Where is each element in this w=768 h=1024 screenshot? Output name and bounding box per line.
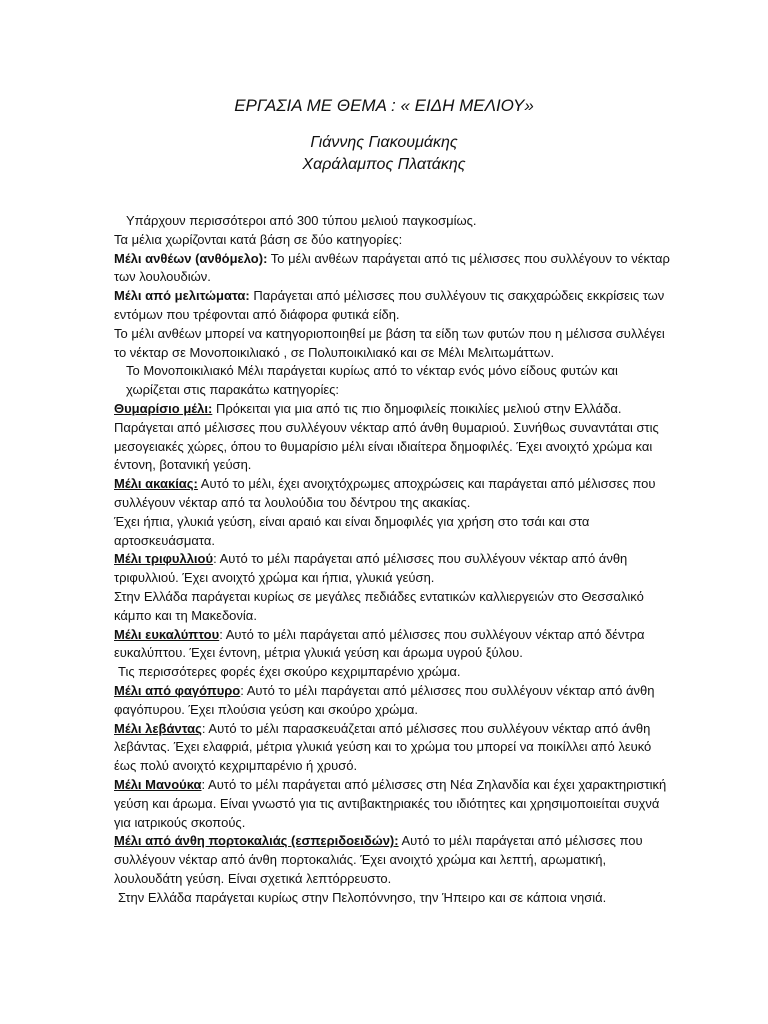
acacia-text: Αυτό το μέλι, έχει ανοιχτόχρωμες αποχρώσεις και παράγεται από μέλισσες που συλλέγουν νέκταρ από τα λουλούδια του δέντρου της ακακίας. (114, 476, 656, 510)
flower-honey-heading: Μέλι ανθέων (ανθόμελο): (114, 250, 268, 266)
flower-honey-text: Το μέλι ανθέων παράγεται από τις μέλισσες που συλλέγουν το νέκταρ των λουλουδιών. (114, 250, 670, 285)
orange-blossom-paragraph-2: Στην Ελλάδα παράγεται κυρίως στην Πελοπόννησο, την Ήπειρο και σε κάποια νησιά. (118, 889, 607, 905)
acacia-paragraph (114, 475, 674, 513)
author-1: Γιάννης Γιακουμάκης (310, 134, 458, 151)
monofloral-paragraph: Το Μονοποικιλιακό Μέλι παράγεται κυρίως από το νέκταρ ενός μόνο είδους φυτών και χωρίζεται στις παρακάτω κατηγορίες: (126, 363, 618, 398)
thyme-text: Πρόκειται για μια από τις πιο δημοφιλείς ποικιλίες μελιού στην Ελλάδα. Παράγεται από μέλισσες που συλλέγουν νέκταρ από άνθη θυμαριού. Συνήθως συναντάται στις μεσογειακές χώρες, όπου το θυμαρίσιο μέλι είναι ιδιαίτερα δημοφιλές. Έχει ανοιχτό χρώμα και έντονη, βοτανική γεύση. (114, 400, 659, 473)
honeydew-heading: Μέλι από μελιτώματα: (114, 288, 250, 304)
lavender-paragraph (114, 720, 674, 776)
acacia-paragraph-2: Έχει ήπια, γλυκιά γεύση, είναι αραιό και είναι δημοφιλές για χρήση στο τσάι και στα αρτοσκευάσματα. (114, 513, 590, 548)
clover-heading: Μέλι τριφυλλιού (114, 551, 214, 567)
flower-honey-paragraph (114, 250, 674, 288)
acacia-heading: Μέλι ακακίας: (114, 476, 198, 492)
intro-paragraph-1: Υπάρχουν περισσότεροι από 300 τύπου μελιού παγκοσμίως. (126, 213, 477, 228)
honeydew-paragraph (114, 287, 674, 325)
manuka-paragraph (114, 776, 674, 832)
body-text (114, 212, 674, 907)
thyme-heading: Θυμαρίσιο μέλι: (114, 400, 213, 416)
buckwheat-text: : Αυτό το μέλι παράγεται από μέλισσες που συλλέγουν νέκταρ από άνθη φαγόπυρου. Έχει πλούσια γεύση και σκούρο χρώμα. (114, 682, 655, 717)
document-title: ΕΡΓΑΣΙΑ ΜΕ ΘΕΜΑ : « ΕΙΔΗ ΜΕΛΙΟΥ» (234, 96, 534, 115)
intro-paragraph-2: Τα μέλια χωρίζονται κατά βάση σε δύο κατηγορίες: (114, 231, 403, 247)
authors (0, 132, 768, 176)
eucalyptus-paragraph-2: Τις περισσότερες φορές έχει σκούρο κεχριμπαρένιο χρώμα. (118, 664, 461, 680)
orange-blossom-paragraph (114, 832, 674, 888)
lavender-text: : Αυτό το μέλι παρασκευάζεται από μέλισσες που συλλέγουν νέκταρ από άνθη λεβάντας. Έχει ελαφριά, μέτρια γλυκιά γεύση και το χρώμα του μπορεί να ποικίλλει από λευκό έως πολύ ανοιχτό κεχριμπαρένιο ή χρυσό. (114, 720, 652, 774)
eucalyptus-text: : Αυτό το μέλι παράγεται από μέλισσες που συλλέγουν νέκταρ από δέντρα ευκαλύπτου. Έχει έντονη, μέτρια γλυκιά γεύση και άρωμα υγρού ξύλου. (114, 626, 645, 661)
clover-text: : Αυτό το μέλι παράγεται από μέλισσες που συλλέγουν νέκταρ από άνθη τριφυλλιού. Έχει ανοιχτό χρώμα και ήπια, γλυκιά γεύση. (114, 551, 628, 586)
manuka-text: : Αυτό το μέλι παράγεται από μέλισσες στη Νέα Ζηλανδία και έχει χαρακτηριστική γεύση και άρωμα. Είναι γνωστό για τις αντιβακτηριακές του ιδιότητες και χρησιμοποιείται συχνά για ιατρικούς σκοπούς. (114, 776, 667, 830)
thyme-paragraph (114, 400, 674, 475)
clover-paragraph (114, 550, 674, 588)
orange-blossom-heading: Μέλι από άνθη πορτοκαλιάς (εσπεριδοειδών): (114, 833, 399, 849)
manuka-heading: Μέλι Μανούκα (114, 776, 202, 792)
honeydew-text: Παράγεται από μέλισσες που συλλέγουν τις σακχαρώδεις εκκρίσεις των εντόμων που τρέφονται από διάφορα φυτικά είδη. (114, 288, 665, 322)
eucalyptus-heading: Μέλι ευκαλύπτου (114, 626, 220, 642)
eucalyptus-paragraph (114, 626, 674, 664)
clover-paragraph-2: Στην Ελλάδα παράγεται κυρίως σε μεγάλες πεδιάδες εντατικών καλλιεργειών στο Θεσσαλικό κάμπο και τη Μακεδονία. (114, 588, 644, 623)
classification-paragraph: Το μέλι ανθέων μπορεί να κατηγοριοποιηθεί με βάση τα είδη των φυτών που η μέλισσα συλλέγει το νέκταρ σε Μονοποικιλιακό , σε Πολυποικιλιακό και σε Μέλι Μελιτωμάττων. (114, 325, 665, 360)
orange-blossom-text: Αυτό το μέλι παράγεται από μέλισσες που συλλέγουν νέκταρ από άνθη πορτοκαλιάς. Έχει ανοιχτό χρώμα και λεπτή, αρωματική, λουλουδάτη γεύση. Είναι σχετικά λεπτόρρευστο. (114, 833, 643, 886)
lavender-heading: Μέλι λεβάντας (114, 720, 202, 736)
author-2: Χαράλαμπος Πλατάκης (302, 156, 466, 173)
buckwheat-paragraph (114, 682, 674, 720)
buckwheat-heading: Μέλι από φαγόπυρο (114, 682, 241, 698)
title-block (0, 94, 768, 176)
